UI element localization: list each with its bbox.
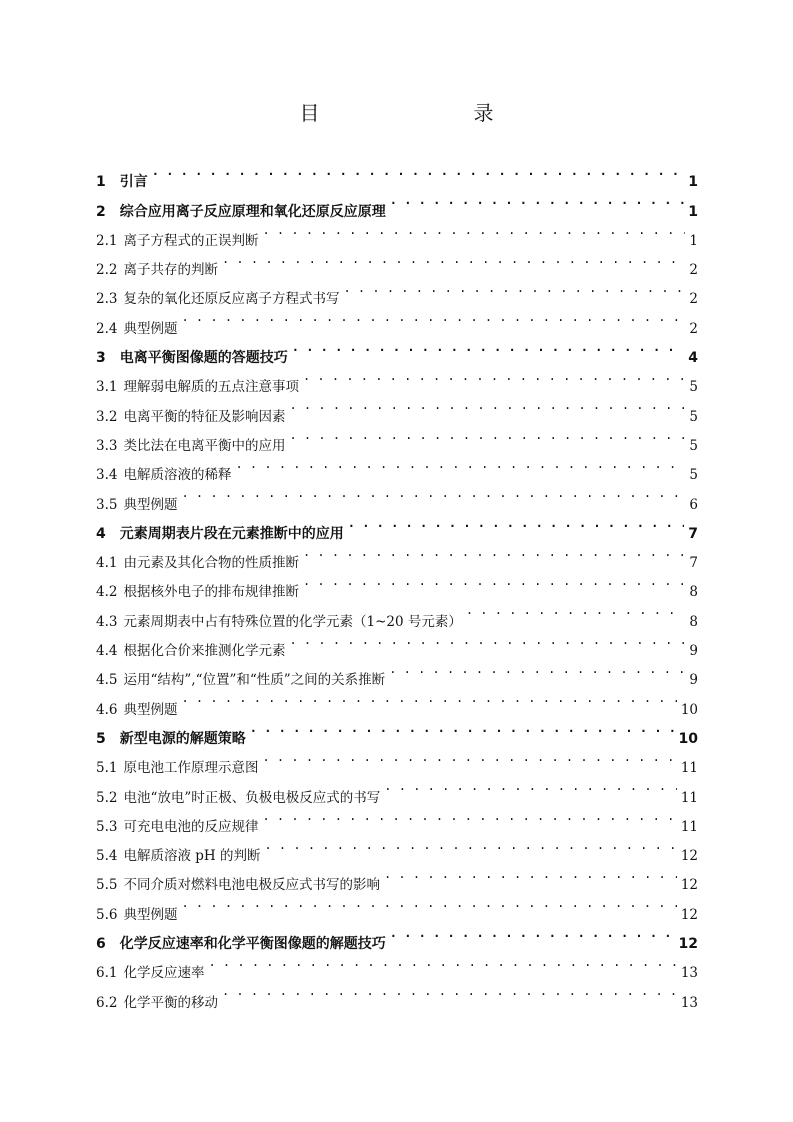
toc-entry-title: 电离平衡的特征及影响因素 [123, 408, 286, 425]
toc-entry-title: 类比法在电离平衡中的应用 [123, 437, 286, 454]
toc-chapter-entry[interactable] [96, 333, 698, 367]
toc-dot-leader [390, 919, 675, 948]
toc-dot-leader [235, 450, 685, 479]
toc-page-number: 9 [689, 643, 698, 660]
toc-entry-number: 3 [96, 350, 106, 367]
toc-entry-number: 4.2 [96, 584, 118, 601]
toc-entry-title: 化学反应速率和化学平衡图像题的解题技巧 [119, 936, 386, 953]
toc-entry-title: 典型例题 [123, 496, 178, 513]
toc-dot-leader [303, 567, 685, 596]
toc-entry-number: 2.1 [96, 232, 118, 249]
toc-entry-number: 5.2 [96, 789, 118, 806]
toc-dot-leader [208, 948, 676, 977]
toc-entry-number: 2.2 [96, 262, 118, 279]
toc-entry-number: 4.4 [96, 643, 118, 660]
toc-page-number: 2 [689, 262, 698, 279]
toc-page-number: 6 [689, 496, 698, 513]
toc-page-number: 5 [689, 437, 698, 454]
toc-chapter-entry[interactable] [96, 509, 698, 542]
toc-entry-title: 元素周期表中占有特殊位置的化学元素（1~20 号元素） [123, 613, 462, 630]
toc-entry-title: 电解质溶液的稀释 [123, 467, 232, 484]
toc-dot-leader [262, 216, 685, 245]
toc-dot-leader [289, 421, 685, 450]
toc-entry-number: 5.6 [96, 906, 118, 923]
toc-dot-leader [222, 245, 685, 274]
toc-page-number: 11 [680, 760, 698, 777]
toc-dot-leader [181, 684, 676, 713]
toc-section-entry[interactable] [96, 479, 698, 513]
toc-entry-number: 4.6 [96, 701, 118, 718]
toc-dot-leader [181, 889, 676, 918]
toc-chapter-entry[interactable] [96, 714, 698, 747]
toc-entry-number: 3.1 [96, 379, 118, 396]
toc-dot-leader [303, 538, 685, 567]
toc-page-number: 12 [680, 877, 698, 894]
toc-entry-title: 新型电源的解题策略 [119, 730, 246, 747]
toc-entry-number: 5.5 [96, 877, 118, 894]
toc-entry-title: 原电池工作原理示意图 [123, 760, 259, 777]
toc-entry-title: 电解质溶液 pH 的判断 [123, 848, 261, 865]
table-of-contents [96, 157, 698, 1011]
toc-entry-title: 化学平衡的移动 [123, 994, 218, 1011]
toc-entry-title: 综合应用离子反应原理和氧化还原反应原理 [119, 203, 386, 220]
toc-dot-leader [222, 977, 677, 1006]
toc-section-entry[interactable] [96, 303, 698, 337]
toc-dot-leader [384, 860, 677, 889]
toc-dot-leader [181, 479, 685, 508]
toc-dot-leader [466, 596, 686, 625]
toc-entry-number: 3.3 [96, 437, 118, 454]
toc-dot-leader [348, 509, 685, 538]
toc-entry-number: 4.3 [96, 613, 118, 630]
toc-page-number: 12 [678, 936, 698, 953]
toc-section-entry[interactable] [96, 684, 698, 718]
toc-page-number: 13 [680, 965, 698, 982]
toc-dot-leader [289, 626, 685, 655]
toc-page-number: 1 [689, 232, 698, 249]
toc-page-number: 12 [680, 848, 698, 865]
toc-entry-title: 典型例题 [123, 320, 178, 337]
toc-entry-number: 6.1 [96, 965, 118, 982]
toc-dot-leader [384, 772, 677, 801]
toc-dot-leader [390, 186, 685, 215]
page-title: 目 录 [299, 101, 532, 125]
toc-page-number: 2 [689, 291, 698, 308]
toc-dot-leader [264, 831, 676, 860]
toc-chapter-entry[interactable] [96, 919, 698, 953]
toc-page-number: 1 [688, 174, 698, 191]
toc-entry-title: 引言 [119, 174, 148, 191]
toc-entry-title: 化学反应速率 [123, 965, 205, 982]
toc-entry-number: 2.3 [96, 291, 118, 308]
toc-page-number: 5 [689, 408, 698, 425]
toc-page-number: 11 [680, 789, 698, 806]
toc-entry-title: 典型例题 [123, 906, 178, 923]
toc-entry-number: 2 [96, 203, 106, 220]
toc-page-number: 10 [680, 701, 698, 718]
toc-page-number: 7 [688, 525, 698, 542]
toc-page-number: 11 [680, 818, 698, 835]
toc-dot-leader [181, 303, 685, 332]
toc-entry-title: 理解弱电解质的五点注意事项 [123, 379, 299, 396]
toc-dot-leader [289, 391, 685, 420]
toc-entry-number: 4 [96, 525, 106, 542]
toc-entry-number: 5 [96, 730, 106, 747]
toc-entry-title: 根据核外电子的排布规律推断 [123, 584, 299, 601]
toc-entry-title: 离子共存的判断 [123, 262, 218, 279]
toc-page-number: 1 [688, 203, 698, 220]
toc-entry-number: 6 [96, 936, 106, 953]
toc-entry-number: 1 [96, 174, 106, 191]
toc-entry-number: 6.2 [96, 994, 118, 1011]
toc-page-number: 4 [688, 350, 698, 367]
toc-entry-number: 3.2 [96, 408, 118, 425]
toc-dot-leader [250, 714, 675, 743]
toc-entry-number: 3.4 [96, 467, 118, 484]
toc-page-number: 8 [689, 613, 698, 630]
toc-page-number: 2 [689, 320, 698, 337]
toc-dot-leader [292, 333, 685, 362]
toc-dot-leader [343, 274, 685, 303]
toc-chapter-entry[interactable] [96, 186, 698, 220]
toc-entry-title: 由元素及其化合物的性质推断 [123, 555, 299, 572]
toc-entry-title: 运用“结构”,“位置”和“性质”之间的关系推断 [123, 672, 386, 689]
toc-entry-number: 5.3 [96, 818, 118, 835]
toc-page-number: 10 [678, 730, 698, 747]
toc-entry-title: 根据化合价来推测化学元素 [123, 643, 286, 660]
toc-dot-leader [389, 655, 685, 684]
toc-dot-leader [262, 802, 676, 831]
toc-page-number: 5 [689, 379, 698, 396]
toc-entry-title: 电池“放电”时正极、负极电极反应式的书写 [123, 789, 381, 806]
toc-page-number: 8 [689, 584, 698, 601]
toc-entry-number: 5.4 [96, 848, 118, 865]
toc-entry-title: 电离平衡图像题的答题技巧 [119, 350, 288, 367]
toc-page-number: 13 [680, 994, 698, 1011]
toc-entry-number: 4.5 [96, 672, 118, 689]
toc-page-number: 9 [689, 672, 698, 689]
toc-page-number: 7 [689, 555, 698, 572]
toc-section-entry[interactable] [96, 889, 698, 923]
toc-entry-title: 典型例题 [123, 701, 178, 718]
toc-entry-title: 不同介质对燃料电池电极反应式书写的影响 [123, 877, 380, 894]
toc-page-number: 12 [680, 906, 698, 923]
toc-entry-title: 元素周期表片段在元素推断中的应用 [119, 525, 344, 542]
toc-entry-title: 可充电电池的反应规律 [123, 818, 259, 835]
toc-entry-number: 4.1 [96, 555, 118, 572]
toc-entry-title: 复杂的氧化还原反应离子方程式书写 [123, 291, 340, 308]
toc-entry-number: 5.1 [96, 760, 118, 777]
toc-dot-leader [303, 362, 685, 391]
toc-page-number: 5 [689, 467, 698, 484]
toc-dot-leader [262, 743, 676, 772]
toc-entry-number: 2.4 [96, 320, 118, 337]
toc-dot-leader [152, 157, 685, 186]
toc-chapter-entry[interactable] [96, 157, 698, 191]
toc-entry-title: 离子方程式的正误判断 [123, 232, 259, 249]
toc-entry-number: 3.5 [96, 496, 118, 513]
